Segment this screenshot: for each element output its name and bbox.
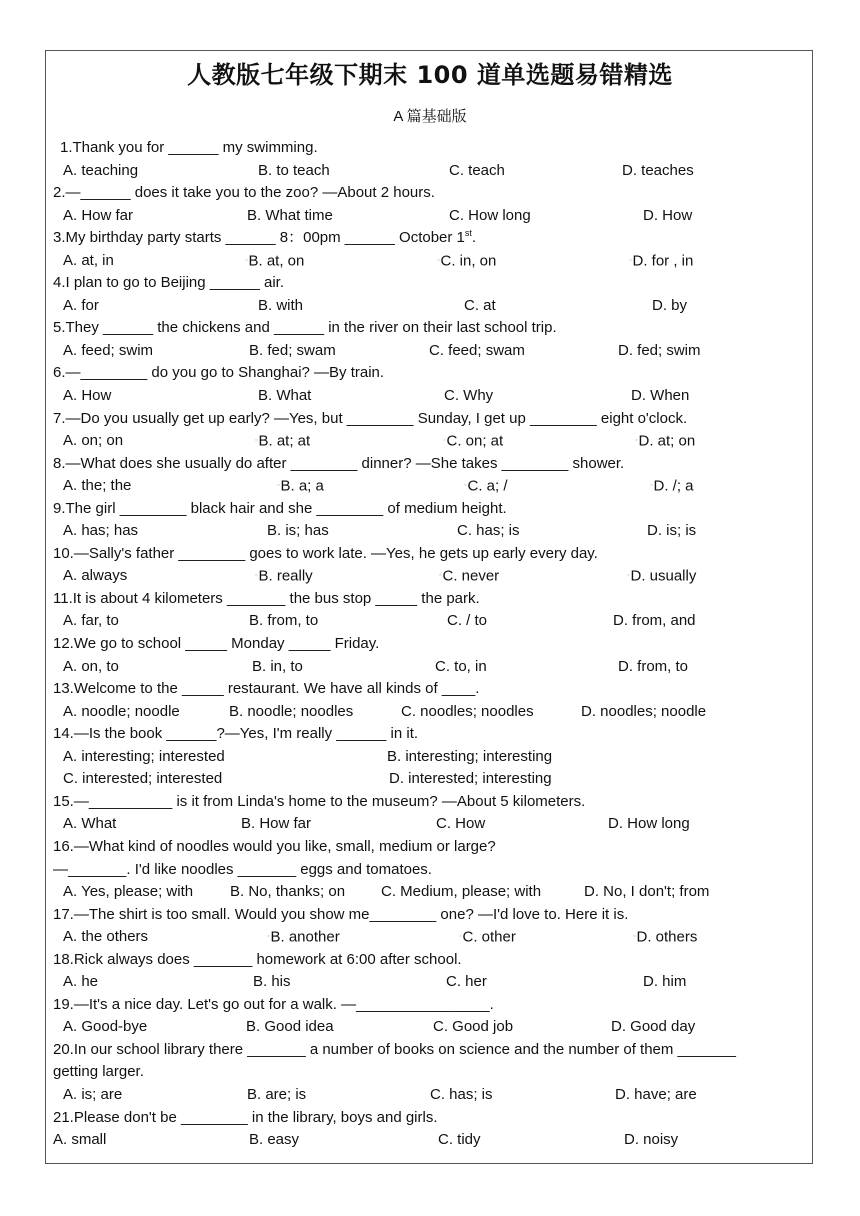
option-a: A. has; has	[63, 522, 139, 540]
question-4: 4.I plan to go to Beijing ______ air.	[53, 274, 285, 292]
option-d: D. fed; swim	[618, 341, 701, 359]
question-15: 15.—__________ is it from Linda's home to the museum? —About 5 kilometers.	[53, 792, 586, 810]
question-16-options	[53, 881, 793, 904]
option-b: ▫B. at; at	[255, 432, 311, 450]
question-1-options	[53, 160, 793, 183]
question-11-options	[53, 610, 793, 633]
question-3	[53, 227, 793, 250]
question-9: 9.The girl ________ black hair and she ________ of medium height.	[53, 499, 507, 517]
option-a: A. How	[63, 387, 112, 405]
question-3-text: 3.My birthday party starts ______ 8：00pm ______ October 1	[53, 229, 465, 247]
option-c: C. feed; swam	[429, 341, 525, 359]
option-a: A. at, in	[63, 251, 114, 269]
option-d-text: D. usually	[630, 567, 697, 585]
question-list	[53, 137, 793, 1152]
question-18-options	[53, 971, 793, 994]
option-a: A. Good-bye	[63, 1018, 148, 1036]
option-d: D. from, and	[613, 612, 696, 630]
option-a: A. he	[63, 973, 99, 991]
question-7: 7.—Do you usually get up early? —Yes, but ________ Sunday, I get up ________ eight o'clock.	[53, 409, 688, 427]
option-b: ▫B. a; a	[277, 477, 324, 495]
question-6-options	[53, 385, 793, 408]
option-d-text: D. at; on	[638, 432, 696, 450]
option-b: B. to teach	[258, 161, 330, 179]
question-7-options	[53, 430, 793, 453]
option-c: C. has; is	[457, 522, 520, 540]
option-b: B. are; is	[247, 1085, 307, 1103]
question-20: 20.In our school library there _______ a number of books on science and the number of them _______	[53, 1040, 736, 1058]
option-a: A. small	[53, 1131, 107, 1149]
question-10: 10.—Sally's father ________ goes to work late. —Yes, he gets up early every day.	[53, 544, 598, 562]
option-c: ▫C. other	[459, 928, 516, 946]
question-9-options	[53, 520, 793, 543]
question-5-options	[53, 340, 793, 363]
option-b-text: B. at; at	[258, 432, 311, 450]
option-d-text: D. for , in	[632, 251, 694, 269]
option-c: C. How	[436, 815, 486, 833]
option-d: D. have; are	[615, 1085, 697, 1103]
option-d: ▫D. for , in	[629, 251, 694, 269]
option-c-text: C. in, on	[440, 251, 497, 269]
option-c: C. her	[446, 973, 487, 991]
question-20-line2: getting larger.	[53, 1063, 144, 1081]
question-17: 17.—The shirt is too small. Would you show me________ one? —I'd love to. Here it is.	[53, 905, 629, 923]
question-21: 21.Please don't be ________ in the library, boys and girls.	[53, 1108, 438, 1126]
option-a: A. What	[63, 815, 117, 833]
option-c: C. at	[464, 296, 496, 314]
option-d: D. noodles; noodle	[581, 702, 707, 720]
question-3-end: .	[471, 229, 477, 247]
option-c: ▫C. in, on	[437, 251, 497, 269]
option-d-text: D. /; a	[653, 477, 694, 495]
option-b: B. What time	[247, 206, 333, 224]
option-d: D. interested; interesting	[389, 770, 552, 788]
option-d-text: D. others	[636, 928, 698, 946]
question-6: 6.—________ do you go to Shanghai? —By train.	[53, 364, 385, 382]
option-b: B. with	[258, 296, 304, 314]
question-20-options	[53, 1084, 793, 1107]
option-b: B. in, to	[252, 657, 303, 675]
option-b-text: B. another	[270, 928, 340, 946]
option-c-text: C. a; /	[467, 477, 508, 495]
option-a: A. on, to	[63, 657, 119, 675]
option-b: ▫B. another	[267, 928, 340, 946]
option-d: D. noisy	[624, 1131, 679, 1149]
option-c: C. interested; interested	[63, 770, 223, 788]
option-b: B. Good idea	[246, 1018, 334, 1036]
question-5: 5.They ______ the chickens and ______ in the river on their last school trip.	[53, 319, 557, 337]
option-d: D. No, I don't; from	[584, 883, 710, 901]
option-a: A. noodle; noodle	[63, 702, 180, 720]
question-12: 12.We go to school _____ Monday _____ Friday.	[53, 635, 380, 653]
question-10-options	[53, 565, 793, 588]
question-17-options	[53, 926, 793, 949]
question-1: 1.Thank you for ______ my swimming.	[60, 139, 318, 156]
question-19: 19.—It's a nice day. Let's go out for a walk. —________________.	[53, 995, 494, 1013]
option-b-text: B. at, on	[248, 251, 305, 269]
option-b: B. is; has	[267, 522, 329, 540]
option-b: B. No, thanks; on	[230, 883, 346, 901]
question-2: 2.—______ does it take you to the zoo? —About 2 hours.	[53, 184, 435, 202]
option-c: C. to, in	[435, 657, 487, 675]
option-d: D. Good day	[611, 1018, 696, 1036]
option-a: A. the; the	[63, 477, 132, 495]
option-b: B. noodle; noodles	[229, 702, 354, 720]
question-21-options	[53, 1129, 793, 1152]
question-4-options	[53, 295, 793, 318]
option-c: C. Why	[444, 387, 494, 405]
question-18: 18.Rick always does _______ homework at 6:00 after school.	[53, 950, 462, 968]
question-14-options-row2	[53, 768, 793, 791]
option-c: C. noodles; noodles	[401, 702, 534, 720]
question-8: 8.—What does she usually do after ________ dinner? —She takes ________ shower.	[53, 454, 625, 472]
option-b-text: B. really	[258, 567, 313, 585]
option-c-text: C. other	[462, 928, 516, 946]
question-13-options	[53, 701, 793, 724]
option-d: D. from, to	[618, 657, 689, 675]
option-b: B. interesting; interesting	[387, 747, 553, 765]
question-15-options	[53, 813, 793, 836]
option-a: A. How far	[63, 206, 134, 224]
question-12-options	[53, 656, 793, 679]
option-c: C. Medium, please; with	[381, 883, 542, 901]
question-3-options	[53, 250, 793, 273]
question-14: 14.—Is the book ______?—Yes, I'm really ______ in it.	[53, 725, 419, 743]
option-c: C. / to	[447, 612, 488, 630]
option-c: C. tidy	[438, 1131, 481, 1149]
option-c: C. Good job	[433, 1018, 514, 1036]
option-b: B. from, to	[249, 612, 319, 630]
option-a: A. always	[63, 567, 128, 585]
page-title: 人教版七年级下期末 100 道单选题易错精选	[187, 61, 673, 89]
option-a: A. interesting; interested	[63, 747, 225, 765]
option-a: A. for	[63, 296, 99, 314]
option-b: B. How far	[241, 815, 312, 833]
option-a: A. is; are	[63, 1085, 123, 1103]
question-16-line2: —_______. I'd like noodles _______ eggs and tomatoes.	[53, 860, 432, 878]
option-d: D. teaches	[622, 161, 694, 179]
option-d: D. is; is	[647, 522, 697, 540]
option-a: A. the others	[63, 928, 149, 946]
option-c-text: C. never	[442, 567, 500, 585]
option-b: ▫B. at, on	[245, 251, 305, 269]
option-d: D. by	[652, 296, 688, 314]
option-c-text: C. on; at	[446, 432, 504, 450]
option-a: A. teaching	[63, 161, 139, 179]
option-c: C. has; is	[430, 1085, 493, 1103]
option-d: ▫D. at; on	[635, 432, 696, 450]
option-d: ▫D. others	[633, 928, 698, 946]
option-a: A. Yes, please; with	[63, 883, 194, 901]
option-d: ▫D. usually	[627, 567, 697, 585]
option-c: ▫C. on; at	[443, 432, 504, 450]
question-19-options	[53, 1016, 793, 1039]
question-11: 11.It is about 4 kilometers _______ the bus stop _____ the park.	[53, 589, 480, 607]
option-d: D. How	[643, 206, 693, 224]
option-b: B. fed; swam	[249, 341, 336, 359]
question-16: 16.—What kind of noodles would you like, small, medium or large?	[53, 837, 496, 855]
option-b: B. What	[258, 387, 312, 405]
option-a: A. far, to	[63, 612, 119, 630]
option-a: A. feed; swim	[63, 341, 154, 359]
question-2-options	[53, 205, 793, 228]
option-c: ▫C. a; /	[464, 477, 508, 495]
question-13: 13.Welcome to the _____ restaurant. We have all kinds of ____.	[53, 680, 480, 698]
option-b: B. easy	[249, 1131, 300, 1149]
option-d: D. How long	[608, 815, 690, 833]
option-d: D. When	[631, 387, 690, 405]
option-d: ▫D. /; a	[650, 477, 694, 495]
option-b: B. his	[253, 973, 291, 991]
question-14-options-row1	[53, 746, 793, 769]
option-b: ▫B. really	[255, 567, 313, 585]
question-8-options	[53, 475, 793, 498]
option-b-text: B. a; a	[280, 477, 324, 495]
option-c: ▫C. never	[439, 567, 500, 585]
option-c: C. teach	[449, 161, 505, 179]
page-subtitle: A 篇基础版	[393, 108, 467, 125]
option-c: C. How long	[449, 206, 531, 224]
option-d: D. him	[643, 973, 687, 991]
question-3-sup: st	[464, 228, 472, 239]
option-a: A. on; on	[63, 432, 124, 450]
